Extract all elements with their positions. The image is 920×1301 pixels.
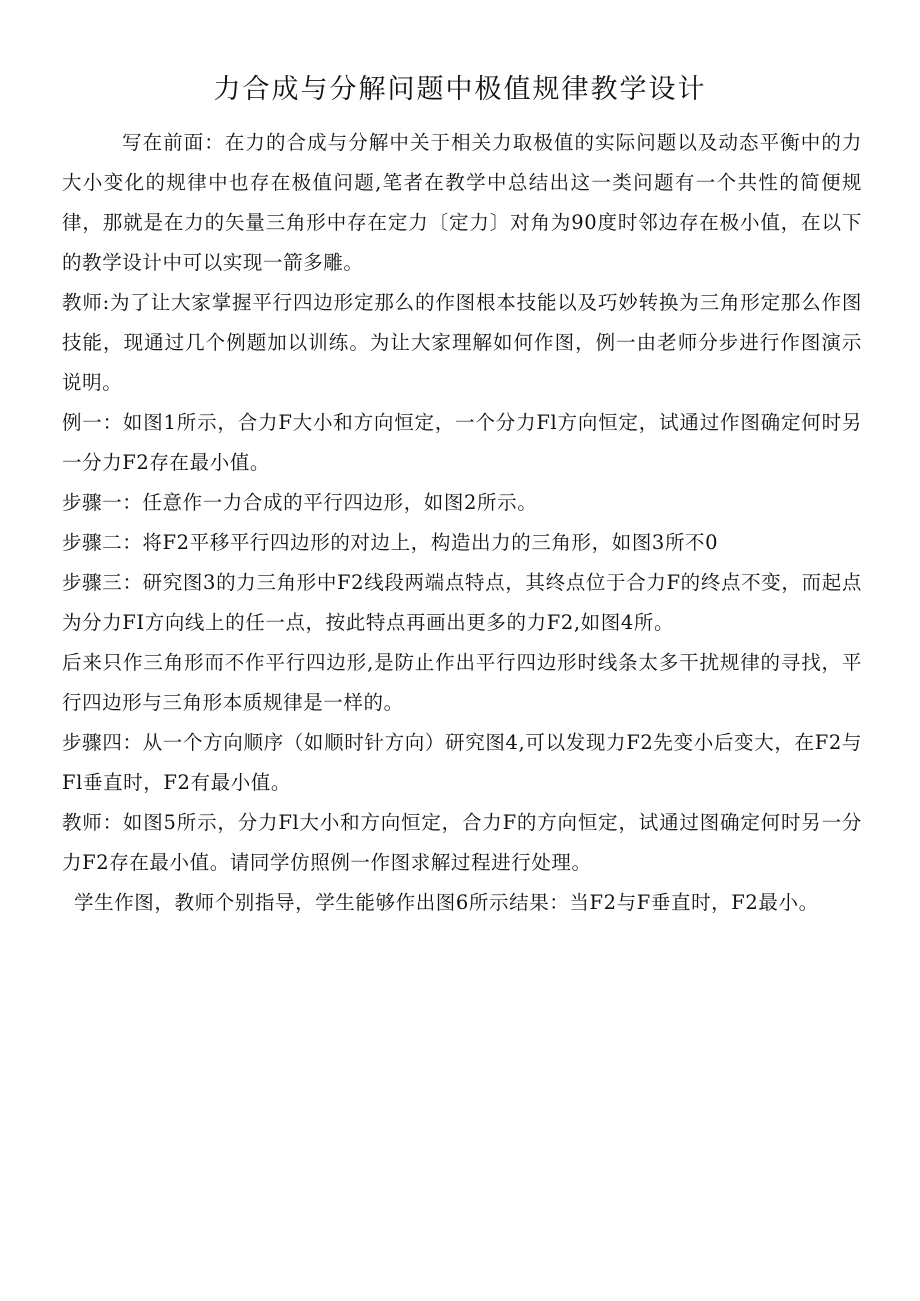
- paragraph-preface: 写在前面：在力的合成与分解中关于相关力取极值的实际问题以及动态平衡中的力大小变化的规律中也存在极值问题,笔者在教学中总结出这一类问题有一个共性的简便规律，那就是在力的矢量三角形中存在定力〔定力〕对角为90度时邻边存在极小值，在以下的教学设计中可以实现一箭多雕。: [62, 131, 862, 274]
- paragraph-step-one: 步骤一：任意作一力合成的平行四边形，如图2所示。: [62, 491, 538, 514]
- paragraph-step-four: 步骤四：从一个方向顺序（如顺时针方向）研究图4,可以发现力F2先变小后变大，在F2与Fl垂直时，F2有最小值。: [62, 731, 862, 794]
- paragraph-step-two: 步骤二：将F2平移平行四边形的对边上，构造出力的三角形，如图3所不0: [62, 531, 719, 554]
- paragraph-step-three: 步骤三：研究图3的力三角形中F2线段两端点特点，其终点位于合力F的终点不变，而起点为分力FI方向线上的任一点，按此特点再画出更多的力F2,如图4所。: [62, 571, 862, 634]
- paragraph-note: 后来只作三角形而不作平行四边形,是防止作出平行四边形时线条太多干扰规律的寻找，平行四边形与三角形本质规律是一样的。: [62, 651, 862, 714]
- paragraph-teacher-intro: 教师:为了让大家掌握平行四边形定那么的作图根本技能以及巧妙转换为三角形定那么作图技能，现通过几个例题加以训练。为让大家理解如何作图，例一由老师分步进行作图演示说明。: [62, 291, 862, 394]
- document-title: 力合成与分解问题中极值规律教学设计: [213, 74, 707, 105]
- paragraph-example-one: 例一：如图1所示，合力F大小和方向恒定，一个分力Fl方向恒定，试通过作图确定何时另一分力F2存在最小值。: [62, 411, 862, 474]
- document-body: [62, 123, 862, 923]
- paragraph-teacher-example-two: 教师：如图5所示，分力Fl大小和方向恒定，合力F的方向恒定，试通过图确定何时另一分力F2存在最小值。请同学仿照例一作图求解过程进行处理。: [62, 811, 862, 874]
- paragraph-student-result: 学生作图，教师个别指导，学生能够作出图6所示结果：当F2与F垂直时，F2最小。: [74, 891, 819, 914]
